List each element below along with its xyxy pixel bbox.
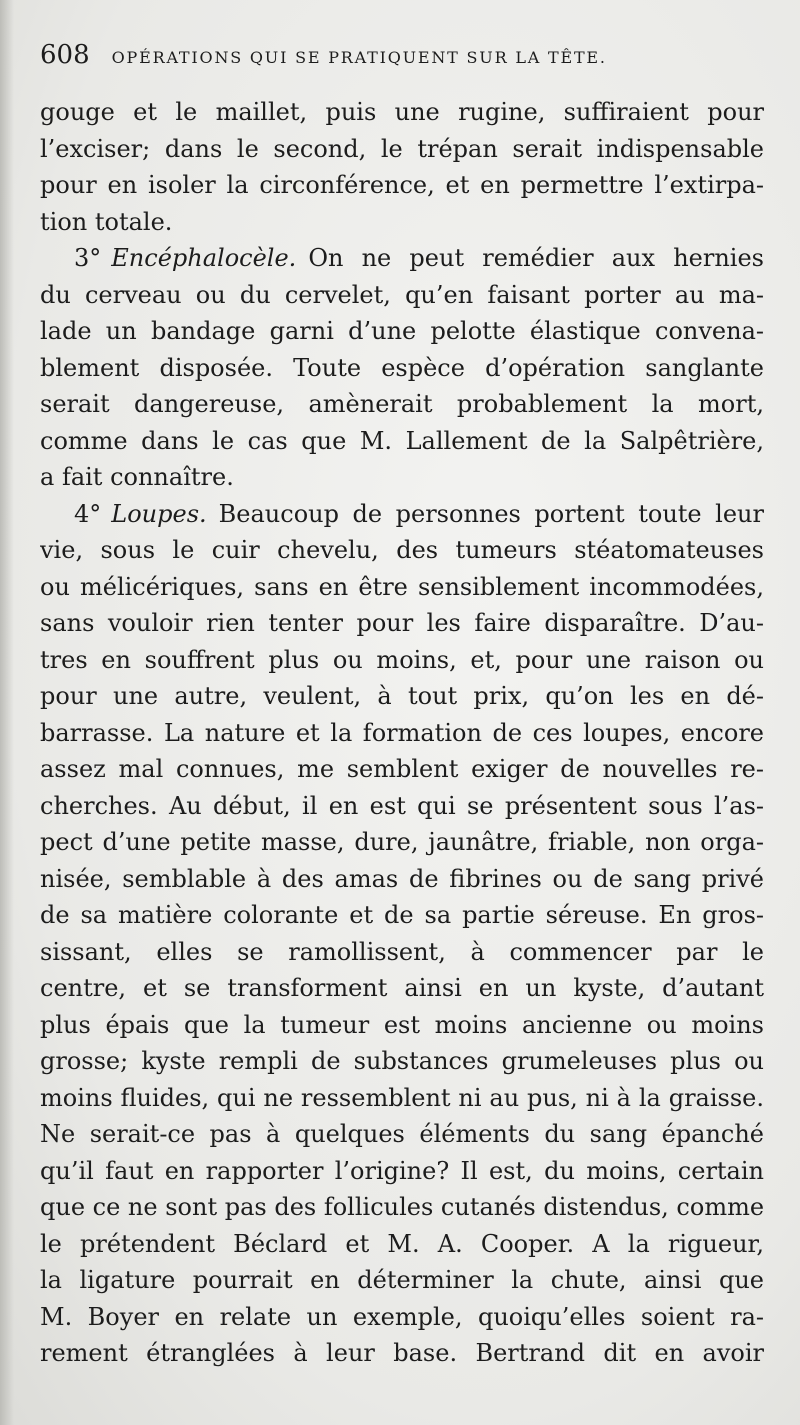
text-line [40,277,764,314]
line-text: barrasse. La nature et la formation de ces loupes, encore [40,718,764,747]
text-line [40,459,764,496]
text-line [40,1153,764,1190]
line-text: gouge et le maillet, puis une rugine, suffiraient pour [40,98,764,126]
line-text: ou mélicériques, sans en être sensiblement incommodées, [40,572,764,601]
text-line [40,1043,764,1080]
line-text: cherches. Au début, il en est qui se présentent sous l’as- [40,791,764,820]
running-header [40,40,764,80]
text-line [40,605,764,642]
line-text: grosse; kyste rempli de substances grumeleuses plus ou [40,1047,764,1075]
text-line [40,1080,764,1117]
text-line [40,423,764,460]
line-text: plus épais que la tumeur est moins ancienne ou moins [40,1010,764,1039]
line-text: lade un bandage garni d’une pelotte élastique convena- [40,317,764,345]
text-line [40,678,764,715]
line-text: qu’il faut en rapporter l’origine? Il est, du moins, certain [40,1156,764,1185]
text-line [40,204,764,241]
line-text: On ne peut remédier aux hernies [308,244,764,272]
line-text: de sa matière colorante et de sa partie séreuse. En gros- [40,901,764,929]
line-text: que ce ne sont pas des follicules cutanés distendus, comme [40,1193,764,1221]
line-text: serait dangereuse, amènerait probablement la mort, [40,390,764,418]
page-number: 608 [40,40,90,70]
running-title: OPÉRATIONS QUI SE PRATIQUENT SUR LA TÊTE. [111,48,607,67]
line-text: sissant, elles se ramollissent, à commencer par le [40,937,764,966]
text-line [40,861,764,898]
section-number: 4° [74,499,102,528]
line-text: sans vouloir rien tenter pour les faire disparaître. D’au- [40,609,764,637]
line-text: l’exciser; dans le second, le trépan serait indispensable [40,134,764,163]
text-line [40,788,764,825]
body-text [40,94,764,1372]
section-number: 3° [74,244,102,272]
text-line [40,496,764,533]
text-line [40,131,764,168]
text-line [40,386,764,423]
text-line [40,1335,764,1372]
text-line [40,715,764,752]
line-text: tion totale. [40,207,173,236]
line-text: assez mal connues, me semblent exiger de nouvelles re- [40,755,764,783]
line-text: tres en souffrent plus ou moins, et, pour une raison ou [40,645,764,674]
line-text: comme dans le cas que M. Lallement de la Salpêtrière, [40,426,764,455]
text-line [40,751,764,788]
line-text: nisée, semblable à des amas de fibrines ou de sang privé [40,864,764,893]
line-text: le prétendent Béclard et M. A. Cooper. A la rigueur, [40,1229,764,1258]
line-text: vie, sous le cuir chevelu, des tumeurs stéatomateuses [40,536,764,564]
text-line [40,569,764,606]
text-line [40,824,764,861]
section-heading: Encéphalocèle. [111,244,297,272]
text-line [40,1226,764,1263]
text-line [40,970,764,1007]
text-line [40,642,764,679]
line-text: pour une autre, veulent, à tout prix, qu’on les en dé- [40,682,764,710]
line-text: la ligature pourrait en déterminer la chute, ainsi que [40,1266,764,1294]
text-line [40,1299,764,1336]
line-text: blement disposée. Toute espèce d’opération sanglante [40,353,764,382]
text-line [40,167,764,204]
text-line [40,1262,764,1299]
text-line [40,897,764,934]
text-line [40,532,764,569]
text-line [40,1007,764,1044]
line-text: pect d’une petite masse, dure, jaunâtre, friable, non orga- [40,828,764,856]
line-text: a fait connaître. [40,463,234,491]
line-text: M. Boyer en relate un exemple, quoiqu’elles soient ra- [40,1302,764,1331]
line-text: pour en isoler la circonférence, et en permettre l’extirpa- [40,171,764,199]
line-text: Ne serait-ce pas à quelques éléments du sang épanché [40,1120,764,1148]
line-text: centre, et se transforment ainsi en un kyste, d’autant [40,974,764,1002]
text-line [40,240,764,277]
text-line [40,934,764,971]
text-line [40,1116,764,1153]
text-line [40,350,764,387]
line-text: moins fluides, qui ne ressemblent ni au pus, ni à la graisse. [40,1083,764,1112]
line-text: rement étranglées à leur base. Bertrand dit en avoir [40,1339,764,1367]
line-text: Beaucoup de personnes portent toute leur [218,499,764,528]
text-line [40,313,764,350]
text-line [40,1189,764,1226]
line-text: du cerveau ou du cervelet, qu’en faisant porter au ma- [40,280,764,309]
text-line [40,94,764,131]
section-heading: Loupes. [111,499,207,528]
